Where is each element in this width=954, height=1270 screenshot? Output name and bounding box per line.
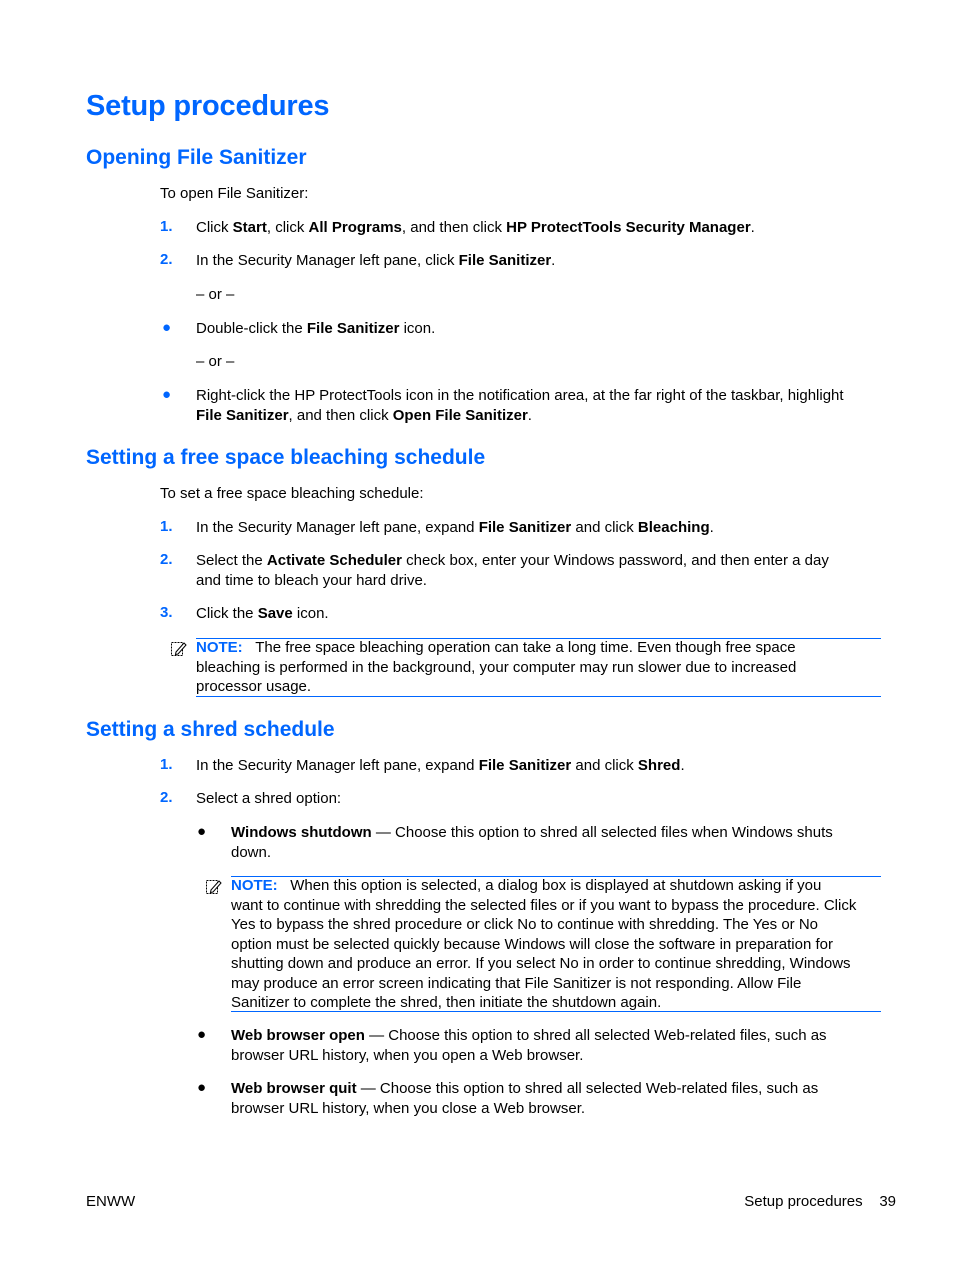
shred-step2-text: Select a shred option: [196,790,342,807]
shred-option-windows-shutdown: Windows shutdown — Choose this option to shred all selected files when Windows shuts down. [231,824,833,861]
bullet-dot-icon: ● [197,1026,207,1043]
opening-bullet1-text: Double-click the File Sanitizer icon. [196,320,436,337]
shred-option-web-browser-quit: Web browser quit — Choose this option to shred all selected Web-related files, such as browser URL history, when you close a Web browser. [231,1080,819,1117]
section-heading-opening: Opening File Sanitizer [86,146,307,169]
opening-step1-number: 1. [160,218,173,235]
or-separator: – or – [196,353,235,370]
note-pencil-icon [205,878,223,896]
note-bottom-rule [231,1011,881,1012]
opening-step2-number: 2. [160,251,173,268]
bleaching-step3-number: 3. [160,604,173,621]
note-bottom-rule [196,696,881,697]
section-heading-shred: Setting a shred schedule [86,718,335,741]
footer-right [744,1193,896,1210]
shred-step1-text: In the Security Manager left pane, expand File Sanitizer and click Shred. [196,757,685,774]
or-separator: – or – [196,286,235,303]
bullet-dot-icon: ● [197,1079,207,1096]
opening-intro: To open File Sanitizer: [160,185,309,202]
opening-step1-text: Click Start, click All Programs, and then click HP ProtectTools Security Manager. [196,219,755,236]
bullet-dot-icon: ● [197,823,207,840]
note-pencil-icon [170,640,188,658]
shred-step2-number: 2. [160,789,173,806]
opening-step2-text: In the Security Manager left pane, click File Sanitizer. [196,252,556,269]
bleaching-step2-number: 2. [160,551,173,568]
bleaching-note: NOTE: The free space bleaching operation can take a long time. Even though free space bleaching is performed in the background, your computer may run slower due to increased processor usage. [196,639,797,695]
shred-note: NOTE: When this option is selected, a dialog box is displayed at shutdown asking if you want to continue with shredding the selected files or if you want to bypass the procedure. Click Yes to bypass the shred procedure or click No to continue with shredding. The Yes or No option must be selected quickly because Windows will close the software in preparation for shutting down and produce an error. If you select No in order to continue shredding, Windows may produce an error screen indicating that File Sanitizer is not responding. Allow File Sanitizer to complete the shred, then initiate the shutdown again. [231,877,857,1011]
footer-left-label: ENWW [86,1193,136,1210]
bleaching-step3-text: Click the Save icon. [196,605,329,622]
shred-step1-number: 1. [160,756,173,773]
note-label: NOTE: [196,639,243,656]
note-label: NOTE: [231,877,278,894]
bleaching-intro: To set a free space bleaching schedule: [160,485,424,502]
bleaching-step2-text: Select the Activate Scheduler check box, enter your Windows password, and then enter a day and time to bleach your hard drive. [196,552,829,589]
page-title: Setup procedures [86,90,330,122]
footer-section-title: Setup procedures [744,1193,863,1210]
bullet-dot-icon: ● [162,319,172,336]
bullet-dot-icon: ● [162,386,172,403]
section-heading-bleaching: Setting a free space bleaching schedule [86,446,486,469]
shred-option-web-browser-open: Web browser open — Choose this option to shred all selected Web-related files, such as browser URL history, when you open a Web browser. [231,1027,827,1064]
bleaching-step1-text: In the Security Manager left pane, expand File Sanitizer and click Bleaching. [196,519,714,536]
bleaching-step1-number: 1. [160,518,173,535]
page-number: 39 [879,1193,896,1210]
opening-bullet2-text: Right-click the HP ProtectTools icon in the notification area, at the far right of the taskbar, highlight File Sanitizer, and then click Open File Sanitizer. [196,387,844,424]
